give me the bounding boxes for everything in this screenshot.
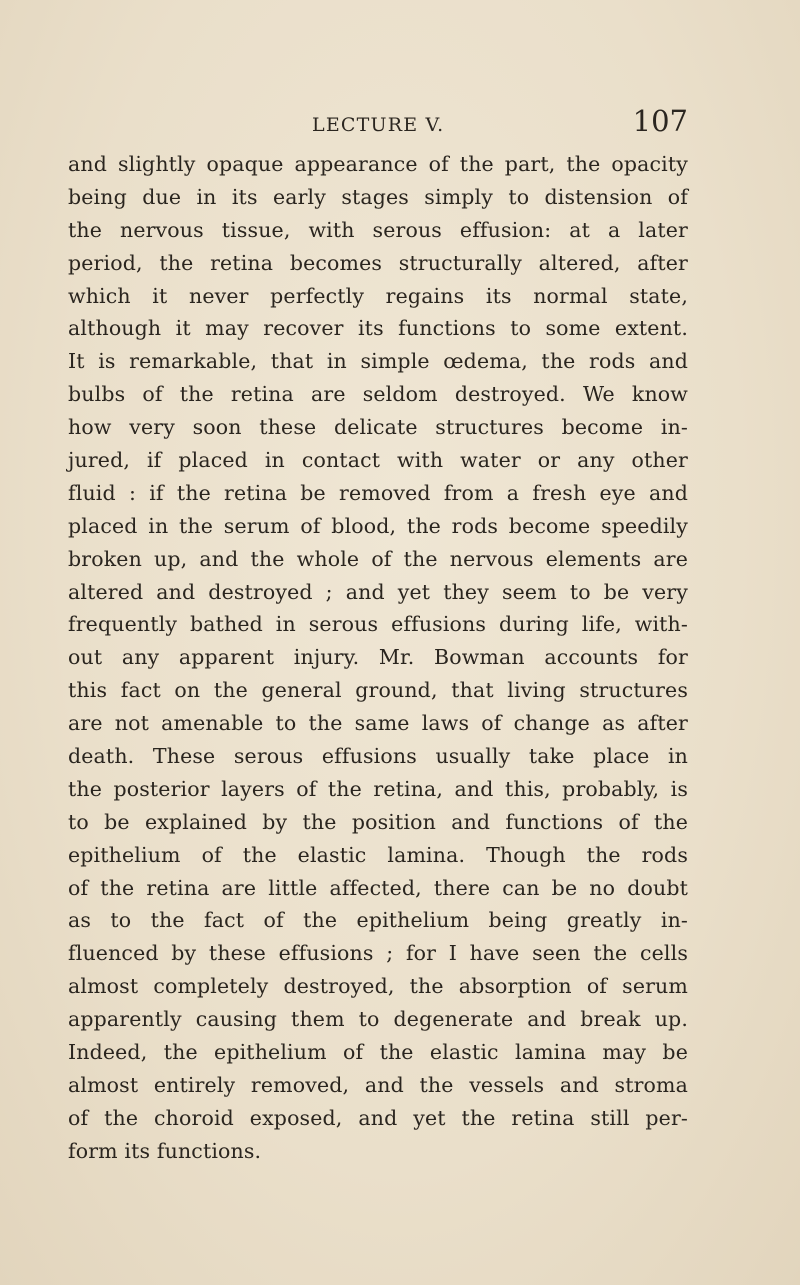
page-number: 107 (632, 104, 688, 138)
text-line: form its functions. (68, 1138, 262, 1163)
text-line: period, the retina becomes structurally altered, after (68, 250, 688, 275)
text-line: altered and destroyed ; and yet they seem to be very (68, 579, 688, 604)
text-line: to be explained by the position and functions of the (68, 809, 688, 834)
running-title: LECTURE V. (312, 114, 445, 136)
text-line: broken up, and the whole of the nervous elements are (68, 546, 688, 571)
text-line: the posterior layers of the retina, and this, probably, is (68, 776, 688, 801)
text-line: how very soon these delicate structures become in- (68, 415, 688, 440)
text-line: out any apparent injury. Mr. Bowman accounts for (68, 645, 688, 670)
text-line: although it may recover its functions to some extent. (68, 316, 688, 341)
text-line: jured, if placed in contact with water or any other (68, 448, 688, 473)
text-line: the nervous tissue, with serous effusion: at a later (68, 217, 688, 242)
text-line: fluid : if the retina be removed from a fresh eye and (68, 480, 688, 505)
text-line: placed in the serum of blood, the rods become speedily (68, 513, 688, 538)
text-line: frequently bathed in serous effusions during life, with- (68, 612, 688, 637)
text-line: and slightly opaque appearance of the part, the opacity (68, 152, 688, 176)
text-line: this fact on the general ground, that living structures (68, 678, 688, 703)
text-line: fluenced by these effusions ; for I have seen the cells (68, 941, 688, 966)
text-line: of the retina are little affected, there can be no doubt (68, 875, 688, 900)
text-line: which it never perfectly regains its normal state, (68, 283, 688, 308)
text-line: It is remarkable, that in simple œdema, the rods and (68, 349, 688, 374)
text-line: Indeed, the epithelium of the elastic lamina may be (68, 1040, 688, 1065)
text-line: epithelium of the elastic lamina. Though the rods (68, 842, 688, 867)
page-header (68, 100, 688, 140)
text-line: being due in its early stages simply to distension of (68, 184, 688, 209)
text-line: of the choroid exposed, and yet the retina still per- (68, 1105, 688, 1130)
text-line: almost completely destroyed, the absorption of serum (68, 974, 688, 999)
text-line: almost entirely removed, and the vessels and stroma (68, 1072, 688, 1097)
text-line: as to the fact of the epithelium being greatly in- (68, 908, 688, 933)
text-line: apparently causing them to degenerate and break up. (68, 1007, 688, 1032)
text-line: bulbs of the retina are seldom destroyed. We know (68, 382, 688, 407)
text-line: death. These serous effusions usually take place in (68, 744, 688, 769)
text-line: are not amenable to the same laws of change as after (68, 711, 688, 736)
body-paragraph (68, 148, 688, 1168)
